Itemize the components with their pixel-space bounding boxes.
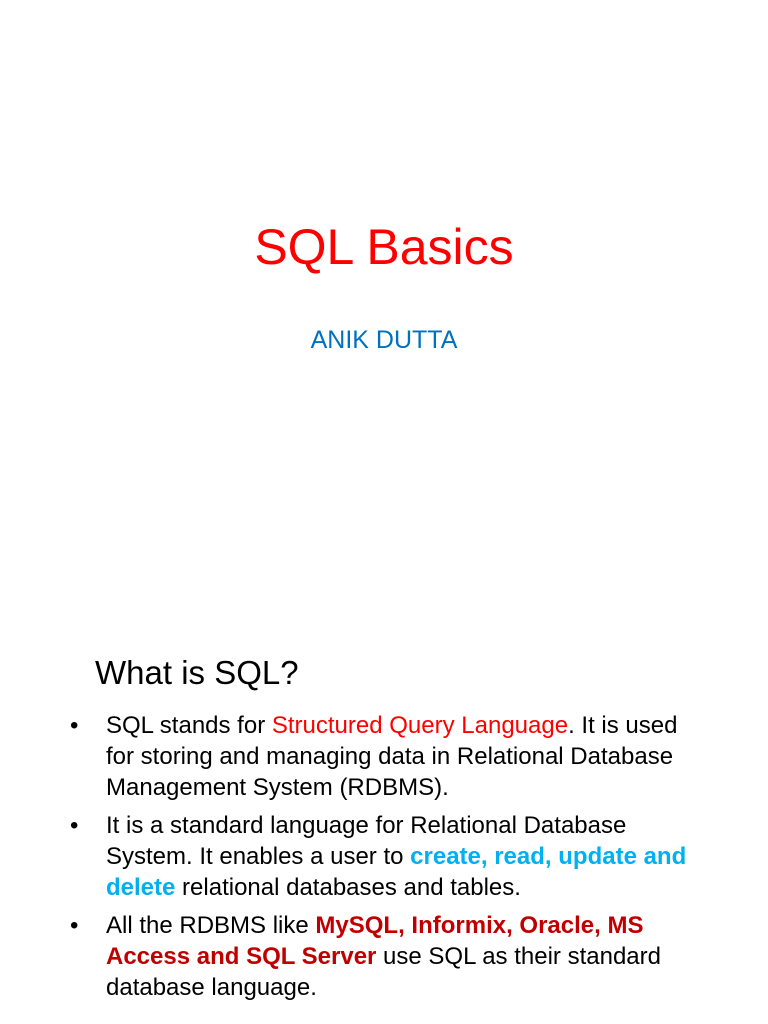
bullet-item — [70, 810, 690, 903]
bullet-text: . It is used for storing and managing data in Relational Database Management System (RDBMS). — [106, 712, 678, 801]
bullet-highlight: Structured Query Language — [271, 712, 569, 739]
bullet-text: SQL stands for — [106, 712, 272, 739]
bullet-list — [70, 710, 690, 1010]
bullet-marker: • — [70, 812, 79, 839]
bullet-item — [70, 910, 690, 1003]
bullet-highlight: create, read, update and delete — [106, 843, 687, 901]
bullet-text: All the RDBMS like — [106, 912, 316, 939]
slide-title: SQL Basics — [254, 219, 514, 275]
bullet-text: It is a standard language for Relational Database System. It enables a user to — [106, 812, 627, 870]
slide-subtitle: ANIK DUTTA — [310, 326, 458, 354]
content-slide — [0, 620, 768, 1024]
bullet-text: use SQL as their standard database language. — [106, 943, 661, 1001]
bullet-item — [70, 710, 690, 803]
slide-heading: What is SQL? — [95, 654, 299, 691]
bullet-text: relational databases and tables. — [175, 874, 521, 901]
bullet-marker: • — [70, 912, 79, 939]
bullet-highlight: MySQL, Informix, Oracle, MS Access and SQL Server — [106, 912, 644, 970]
bullet-marker: • — [70, 712, 79, 739]
